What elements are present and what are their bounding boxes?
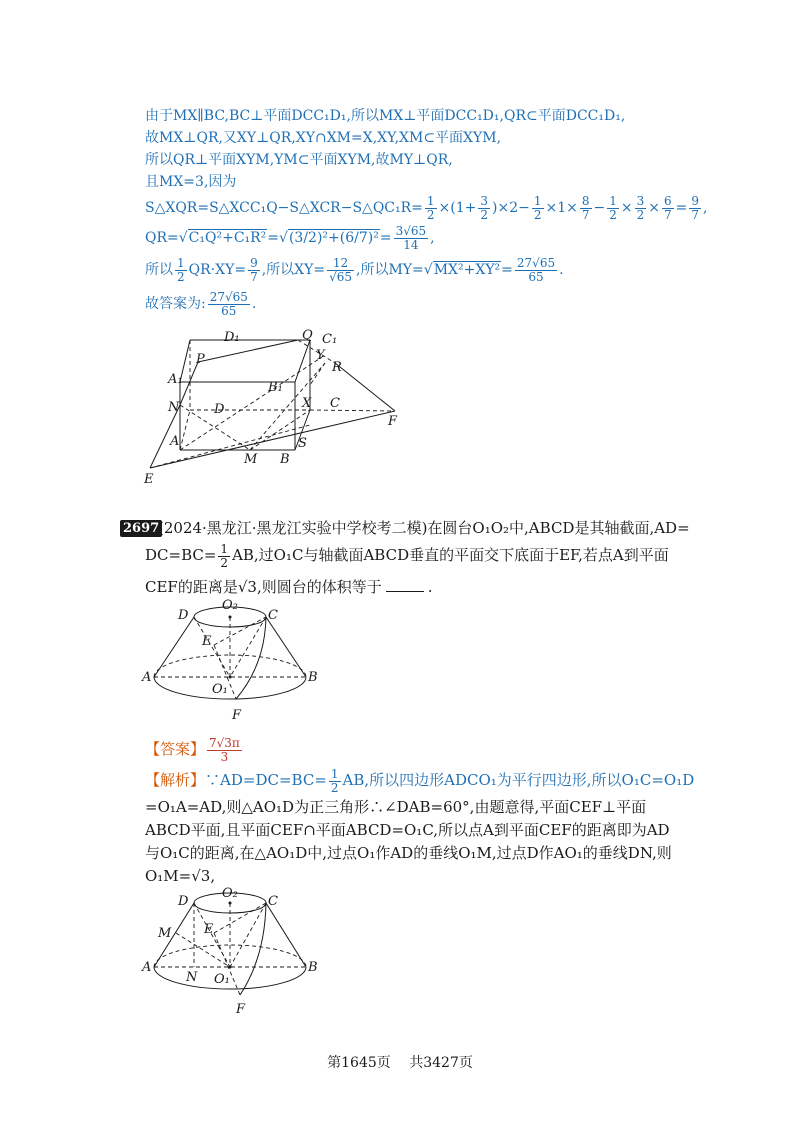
label-C: C [268,894,278,909]
analysis-line-4: 与O₁C的距离,在△AO₁D中,过点O₁作AD的垂线O₁M,过点D作AO₁的垂线DN,则 [145,844,672,862]
label-F: F [232,708,242,723]
label-S: S [298,436,307,451]
figure-frustum-2 [140,885,320,1020]
solution-line-1: 由于MX∥BC,BC⊥平面DCC₁D₁,所以MX⊥平面DCC₁D₁,QR⊂平面DCC₁D₁, [145,108,626,124]
label-C: C [330,396,340,411]
fraction: $\frac{27√65}{65}$ [516,255,556,284]
fraction: $\frac{9}{7}$ [691,193,700,222]
figure-prism-labels [140,325,420,490]
fraction: $\frac{12}{√65}$ [329,255,353,284]
label-R: R [332,360,342,375]
problem-line-1: (2024·黑龙江·黑龙江实验中学校考二模)在圆台O₁O₂中,ABCD是其轴截面,AD= [158,519,690,537]
label-X: X [302,396,312,411]
label-F: F [236,1002,246,1017]
problem-line-2: DC=BC= $\frac{1}{2}$ AB,过O₁C与轴截面ABCD垂直的平面交下底面于EF,若点A到平面 [145,541,669,570]
label-M: M [158,926,172,941]
fraction: $\frac{1}{2}$ [220,541,229,570]
fraction: $\frac{3}{2}$ [480,193,489,222]
label-A: A [170,434,180,449]
fraction: $\frac{1}{2}$ [330,766,339,795]
answer-fraction: $\frac{7√3\pi}{3}$ [209,735,240,764]
answer-tag: 【答案】 [145,740,206,758]
center-O2 [229,902,232,905]
label-B: B [308,960,318,975]
page-footer: 第1645页 共3427页 [327,1055,473,1071]
center-O1 [229,676,232,679]
fraction: $\frac{6}{7}$ [664,193,672,222]
label-D: D [178,894,189,909]
analysis-line-3: ABCD平面,且平面CEF∩平面ABCD=O₁C,所以点A到平面CEF的距离即为AD [145,821,670,839]
label-E: E [204,922,214,937]
fraction: $\frac{9}{7}$ [250,255,258,284]
center-O2 [229,616,232,619]
label-E: E [202,634,212,649]
label-E: E [144,472,154,487]
label-P: P [196,352,205,367]
solution-line-2: 故MX⊥QR,又XY⊥QR,XY∩XM=X,XY,XM⊂平面XYM, [145,130,502,146]
solution-line-8: 故答案为: $\frac{27√65}{65}$ . [145,289,257,318]
solution-line-3: 所以QR⊥平面XYM,YM⊂平面XYM,故MY⊥QR, [145,152,453,168]
label-C1: C₁ [322,332,338,347]
fraction: $\frac{1}{2}$ [609,193,617,222]
analysis-line-5: O₁M=√3, [145,867,216,885]
label-Q: Q [302,328,313,343]
answer-fraction: $\frac{27√65}{65}$ [209,289,248,318]
fraction: $\frac{3√65}{14}$ [395,223,427,252]
solution-line-5: S△XQR=S△XCC₁Q−S△XCR−S△QC₁R= $\frac{1}{2}$ ×(1+ $\frac{3}{2}$ )×2− $\frac{1}{2}$ ×1× $\frac{8}{7}$ − $\frac{1}{2}$ × $\frac{3}{2}$ × $\frac{6}{7}$ = $\frac{9}{7}$ , [145,193,708,222]
analysis-line-1: 【解析】∵AD=DC=BC= $\frac{1}{2}$ AB,所以四边形ADCO₁为平行四边形,所以O₁C=O₁D [145,766,695,795]
fraction: $\frac{1}{2}$ [177,255,185,284]
center-O1 [229,966,232,969]
label-N: N [186,970,198,985]
label-D: D [178,608,189,623]
label-B: B [308,670,318,685]
label-O1: O₁ [214,972,230,987]
analysis-tag: 【解析】 [145,771,206,789]
label-O1: O₁ [212,682,228,697]
label-C: C [268,608,278,623]
fraction: $\frac{8}{7}$ [581,193,590,222]
area-expression: S△XQR=S△XCC₁Q−S△XCR−S△QC₁R= [145,200,423,216]
label-M: M [244,452,258,467]
solution-line-4: 且MX=3,因为 [145,174,237,190]
sqrt-expression: C₁Q²+C₁R² [188,230,267,246]
label-D1: D₁ [224,330,240,345]
label-A1: A₁ [168,372,183,387]
label-D: D [214,402,225,417]
sqrt-expression: (3/2)²+(6/7)² [288,230,379,246]
label-O2: O₂ [222,598,238,613]
label-A: A [142,670,152,685]
label-O2: O₂ [222,886,238,901]
solution-line-6: QR=√C₁Q²+C₁R²=√(3/2)²+(6/7)²= $\frac{3√65}{14}$ , [145,223,435,252]
fraction: $\frac{1}{2}$ [426,193,435,222]
analysis-line-2: =O₁A=AD,则△AO₁D为正三角形∴∠DAB=60°,由题意得,平面CEF⊥平面 [145,798,647,816]
figure-frustum [140,595,320,725]
fraction: $\frac{1}{2}$ [533,193,542,222]
label-N: N [168,400,180,415]
problem-line-3: CEF的距离是√3,则圆台的体积等于 . [145,578,433,596]
problem-number: 2697 [120,520,162,537]
label-A: A [142,960,152,975]
label-B1: B₁ [268,380,283,395]
solution-line-7: 所以 $\frac{1}{2}$ QR·XY= $\frac{9}{7}$ ,所以XY= $\frac{12}{√65}$ ,所以MY=√MX²+XY²= $\frac{27√65}{65}$ . [145,255,564,284]
fraction: $\frac{3}{2}$ [636,193,645,222]
label-F: F [388,414,398,429]
label-Y: Y [316,348,325,363]
answer-blank [386,591,424,592]
label-B: B [280,452,290,467]
answer-line [145,735,244,764]
